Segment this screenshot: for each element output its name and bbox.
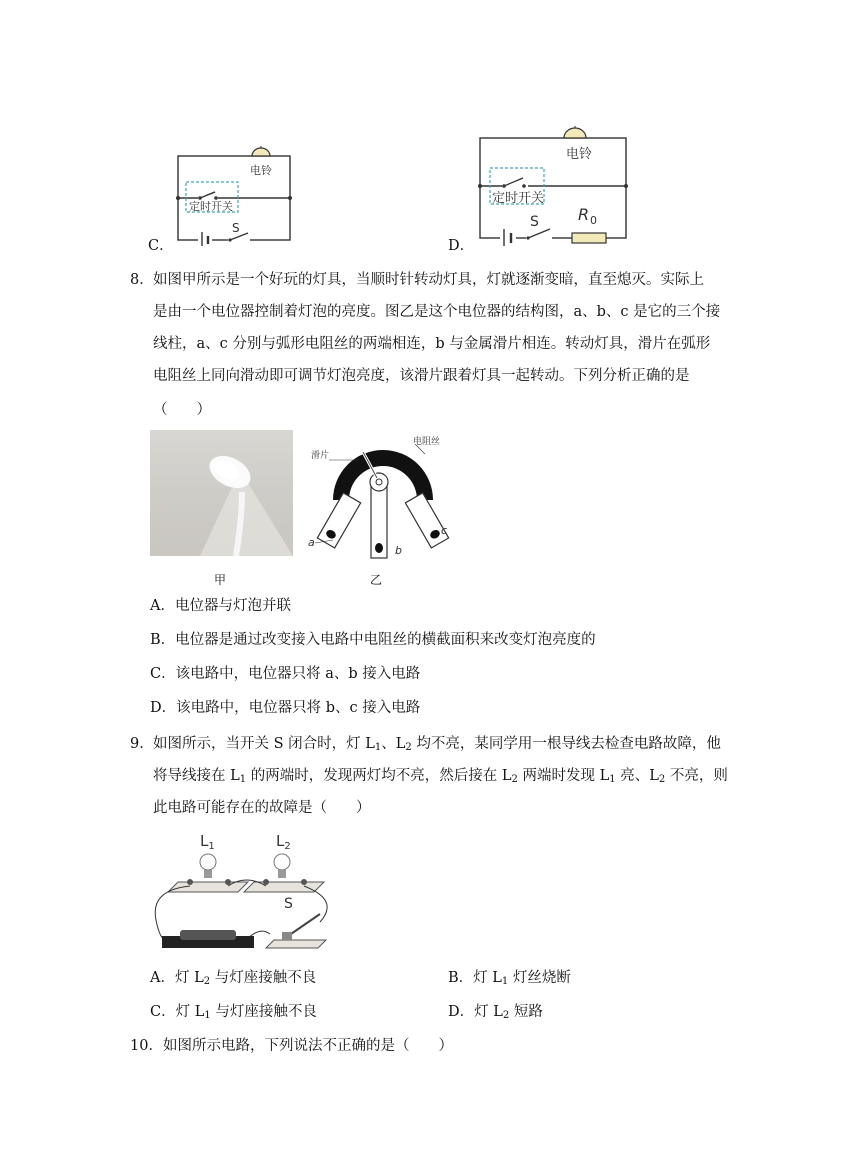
switch-s-label-d: S bbox=[530, 214, 539, 230]
fig-yi-caption: 乙 bbox=[370, 573, 383, 587]
q8-option-c: C．该电路中，电位器只将 a、b 接入电路 bbox=[150, 666, 421, 682]
circuit-photo bbox=[150, 830, 335, 952]
bell-label: 电铃 bbox=[250, 164, 272, 177]
lamp-l2-label: $L_2$ bbox=[276, 832, 291, 852]
timer-switch-label-d: 定时开关 bbox=[492, 191, 545, 206]
resistor-label: R bbox=[578, 205, 590, 224]
q9-line-2: 将导线接在 $L_1$ 的两端时，发现两灯均不亮，然后接在 $L_2$ 两端时发现 $L_1$ 亮、$L_2$ 不亮，则 bbox=[153, 768, 728, 785]
resistor-subscript: 0 bbox=[590, 214, 597, 227]
lamp-l1-label: $L_1$ bbox=[200, 832, 215, 852]
circuit-diagram-d bbox=[474, 116, 634, 246]
q8-number: 8． bbox=[130, 272, 154, 288]
terminal-c-label: c bbox=[441, 524, 448, 537]
circuit-diagram-c bbox=[172, 140, 302, 246]
q8-line-3: 线柱，a、c 分别与弧形电阻丝的两端相连，b 与金属滑片相连。转动灯具，滑片在弧形 bbox=[153, 336, 711, 352]
terminal-b-label: b bbox=[395, 544, 402, 557]
timer-switch-label: 定时开关 bbox=[189, 200, 233, 213]
option-c-label: C． bbox=[148, 238, 174, 254]
q9-option-b: B．灯 $L_1$ 灯丝烧断 bbox=[448, 970, 571, 987]
slider-label: 滑片 bbox=[311, 451, 330, 461]
switch-s-label: S bbox=[232, 221, 240, 235]
potentiometer-diagram bbox=[305, 430, 450, 562]
q9-line-3: 此电路可能存在的故障是（ ） bbox=[153, 800, 371, 816]
q8-line-4: 电阻丝上同向滑动即可调节灯泡亮度，该滑片跟着灯具一起转动。下列分析正确的是 bbox=[153, 368, 690, 384]
bell-label-d: 电铃 bbox=[566, 147, 593, 162]
q9-option-c: C．灯 $L_1$ 与灯座接触不良 bbox=[150, 1004, 317, 1021]
q8-option-d: D．该电路中，电位器只将 b、c 接入电路 bbox=[150, 700, 421, 716]
q8-line-5: （ ） bbox=[153, 402, 211, 418]
q9-line-1: 如图所示，当开关 S 闭合时，灯 $L_1$、$L_2$ 均不亮，某同学用一根导线去检查电路故障，他 bbox=[153, 736, 721, 753]
q8-line-1: 如图甲所示是一个好玩的灯具，当顺时针转动灯具，灯就逐渐变暗，直至熄灭。实际上 bbox=[153, 272, 704, 288]
q9-number: 9． bbox=[130, 736, 154, 752]
q9-option-a: A．灯 $L_2$ 与灯座接触不良 bbox=[150, 970, 317, 987]
q10-line-1: 10．如图所示电路，下列说法不正确的是（ ） bbox=[130, 1038, 453, 1054]
q9-option-d: D．灯 $L_2$ 短路 bbox=[448, 1004, 543, 1021]
q8-option-a: A．电位器与灯泡并联 bbox=[150, 598, 291, 614]
switch-s-photo-label: S bbox=[284, 896, 293, 912]
option-d-label: D． bbox=[448, 238, 475, 254]
q8-line-2: 是由一个电位器控制着灯泡的亮度。图乙是这个电位器的结构图，a、b、c 是它的三个接 bbox=[153, 304, 721, 320]
resistance-wire-label: 电阻丝 bbox=[413, 437, 441, 447]
q8-option-b: B．电位器是通过改变接入电路中电阻丝的横截面积来改变灯泡亮度的 bbox=[150, 632, 596, 648]
lamp-photo bbox=[150, 430, 293, 556]
terminal-a-label: a bbox=[308, 536, 315, 549]
fig-jia-caption: 甲 bbox=[214, 573, 227, 587]
